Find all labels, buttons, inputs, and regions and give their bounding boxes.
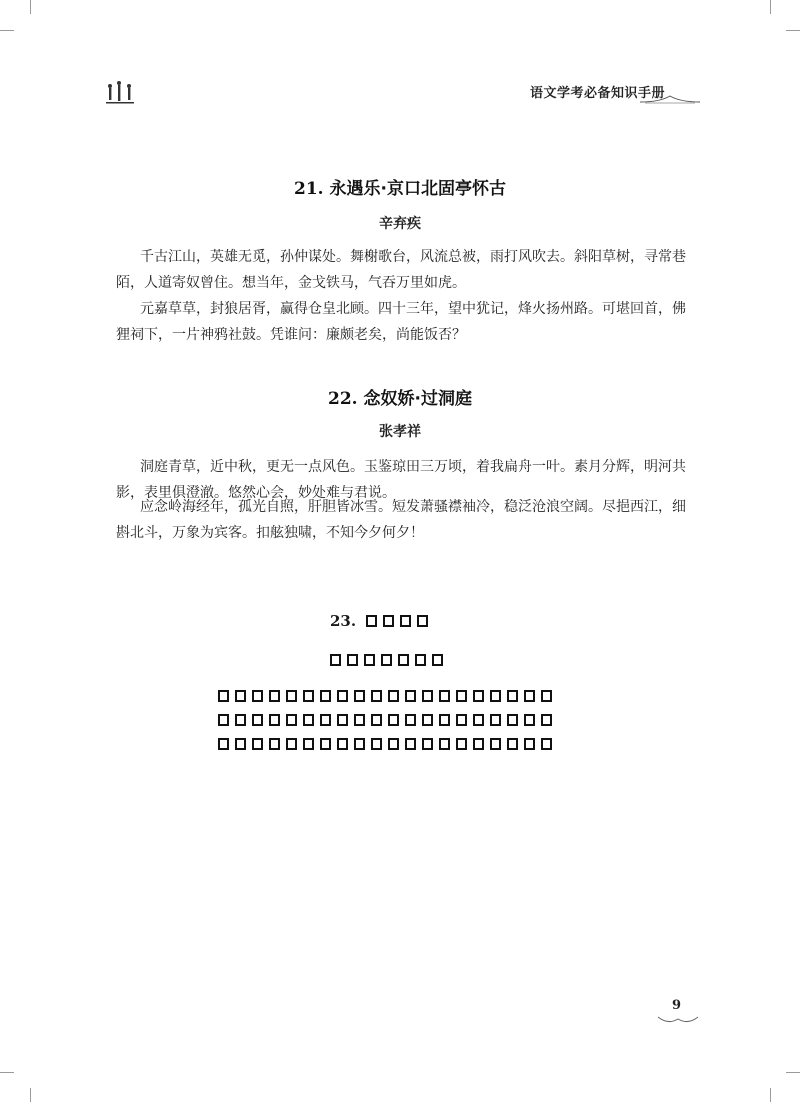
- missing-glyph-box: [383, 615, 394, 627]
- crop-mark: [770, 1088, 771, 1102]
- crop-mark: [786, 1072, 800, 1073]
- poem-author: 辛弃疾: [379, 216, 421, 232]
- missing-glyph-box: [400, 615, 411, 627]
- poem-title-placeholder: [330, 612, 428, 630]
- poem-title: [0, 174, 800, 199]
- missing-glyph-box: [417, 615, 428, 627]
- poem-line-placeholder: [218, 738, 552, 750]
- crop-mark: [786, 30, 800, 31]
- poem-title-text: 念奴娇·过洞庭: [363, 389, 472, 409]
- poem-title-text: 永遇乐·京口北固亭怀古: [329, 179, 506, 199]
- page-number: 9: [672, 998, 682, 1013]
- crop-mark: [30, 0, 31, 14]
- crop-mark: [30, 1088, 31, 1102]
- header-swoosh-ornament: [640, 92, 700, 104]
- poem-number: 23.: [330, 612, 357, 630]
- crop-mark: [770, 0, 771, 14]
- poem-paragraph: 洞庭青草，近中秋，更无一点风色。玉鉴琼田三万顷，着我扁舟一叶。素月分辉，明河共影，表里俱澄澈。悠然心会，妙处难与君说。: [116, 459, 686, 501]
- walking-figures-icon: [104, 80, 136, 106]
- poem-line-placeholder: [218, 714, 552, 726]
- poem-author-placeholder: [330, 654, 443, 666]
- crop-mark: [0, 1072, 14, 1073]
- poem-title: [0, 384, 800, 409]
- poem-paragraph: 元嘉草草，封狼居胥，赢得仓皇北顾。四十三年，望中犹记，烽火扬州路。可堪回首，佛狸祠下，一片神鸦社鼓。凭谁问：廉颇老矣，尚能饭否？: [116, 301, 686, 343]
- missing-glyph-box: [366, 615, 377, 627]
- page-number-ornament: [656, 1013, 700, 1025]
- poem-number: 21.: [294, 179, 324, 199]
- poem-number: 22.: [328, 389, 358, 409]
- poem-paragraph: 千古江山，英雄无觅，孙仲谋处。舞榭歌台，风流总被，雨打风吹去。斜阳草树，寻常巷陌，人道寄奴曾住。想当年，金戈铁马，气吞万里如虎。: [116, 249, 686, 291]
- crop-mark: [0, 30, 14, 31]
- poem-author: 张孝祥: [379, 424, 421, 440]
- poem-paragraph: 应念岭海经年，孤光自照，肝胆皆冰雪。短发萧骚襟袖冷，稳泛沧浪空阔。尽挹西江，细斟北斗，万象为宾客。扣舷独啸，不知今夕何夕！: [116, 499, 686, 541]
- book-title: 语文学考必备知识手册: [530, 86, 666, 101]
- poem-line-placeholder: [218, 690, 552, 702]
